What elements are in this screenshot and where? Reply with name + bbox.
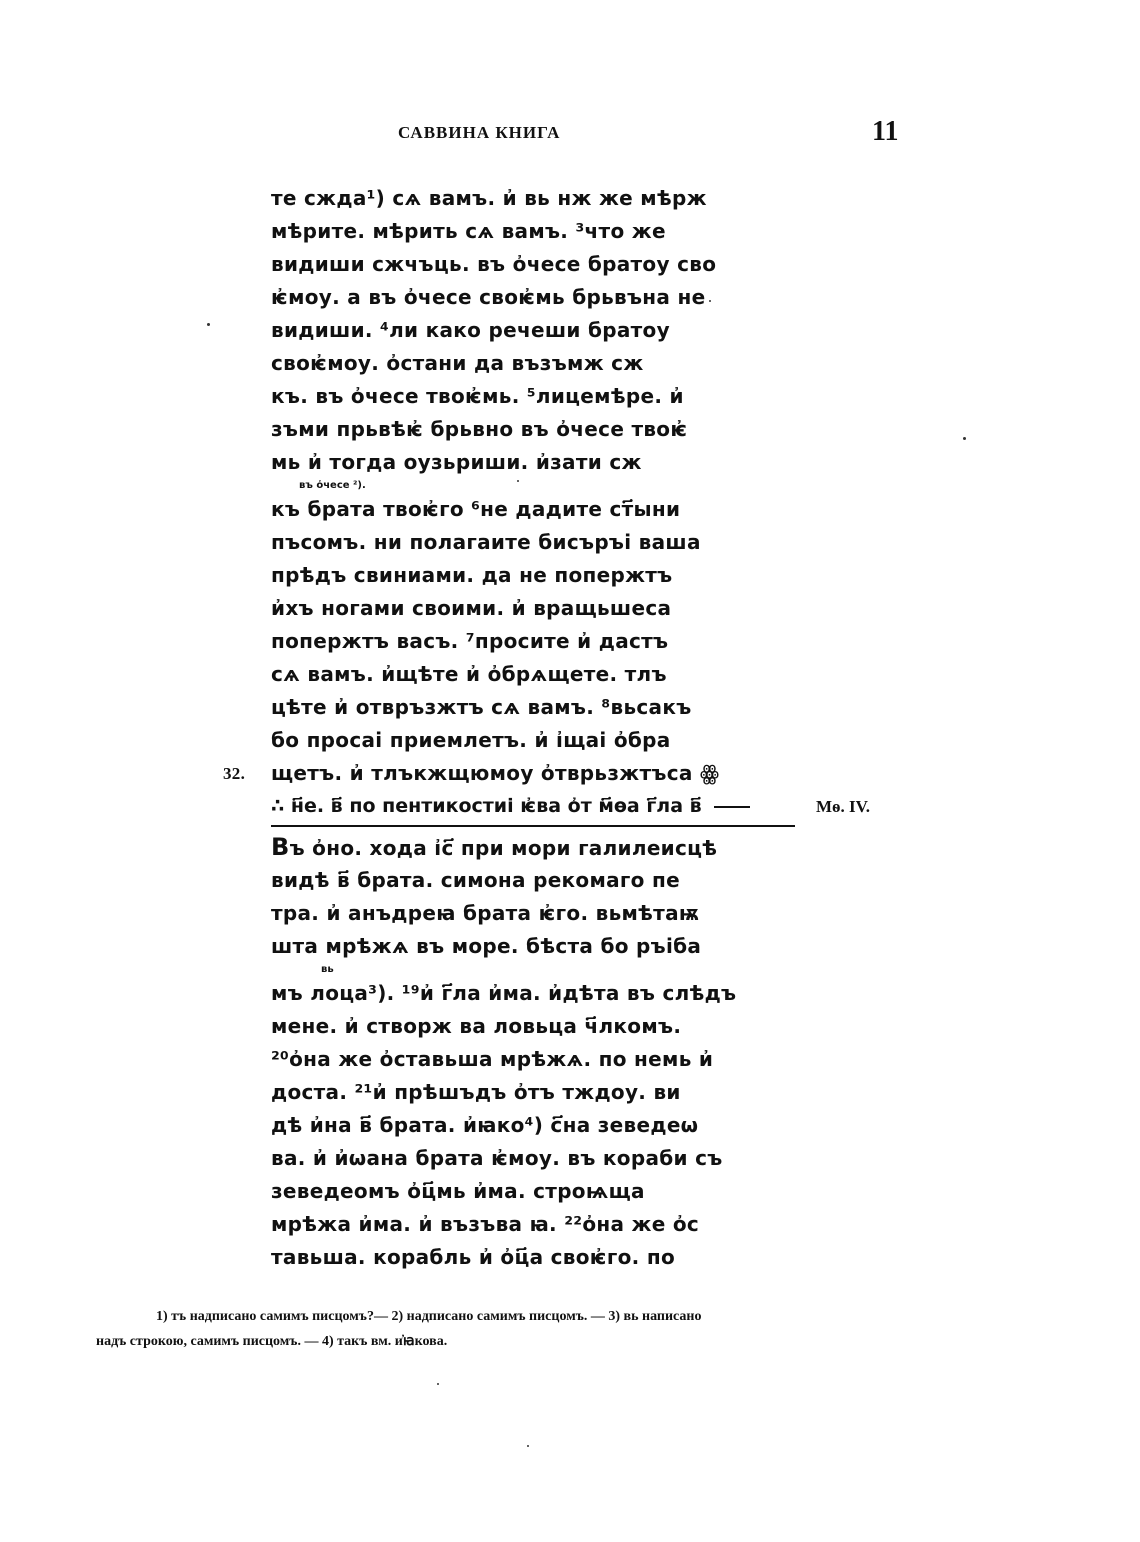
text-line: попержтъ васъ. ⁷просите и҆ дастъ [271, 629, 669, 653]
paper-speck [207, 323, 210, 326]
rubric-line [271, 790, 870, 823]
paper-speck [963, 437, 966, 440]
text-line: прѣдъ свиниами. да не попержтъ [271, 563, 673, 587]
text-line-with-initial [271, 831, 831, 864]
gospel-reference: Mѳ. IV. [816, 797, 870, 816]
footnote-line: 1) тъ надписано самимъ писцомъ?— 2) надписано самимъ писцомъ. — 3) вь написано [156, 1309, 702, 1324]
text-line: бо просаі приемлетъ. и҆ і҆щаі о҆бра [271, 728, 671, 752]
page-number: 11 [872, 116, 899, 147]
text-line-content: ъ о҆но. хода і҆с҃ при мори галилеисцѣ [289, 836, 718, 860]
text-line: мь и҆ тогда оузьриши. и҆зати сж [271, 450, 642, 474]
text-line: ²⁰о҆на же о҆ставьша мрѣжѧ. по немь и҆ [271, 1047, 714, 1071]
paper-speck [437, 1383, 439, 1385]
rubric-text: ∴ н҃е. в҃ по пентикостиі ѥ҆ва о҆т м҃ѳа г҃ла в҃ [271, 795, 702, 817]
text-line: и҆хъ ногами своими. и҆ вращьшеса [271, 596, 672, 620]
paper-speck [517, 480, 519, 482]
paper-speck [527, 1445, 529, 1447]
text-line: къ. въ о҆чесе твоѥ҆мь. ⁵лицемѣре. и҆ [271, 384, 684, 408]
interlinear-gloss: вь [321, 964, 334, 975]
text-line: къ брата твоѥ҆го ⁶не дадите ст҃ыни [271, 497, 681, 521]
text-line: сѧ вамъ. и҆щѣте и҆ о҆брѧщете. тлъ [271, 662, 667, 686]
footnote-line: надъ строкою, самимъ писцомъ. — 4) такъ вм. и҆ꙗкова. [96, 1334, 448, 1349]
text-line: тра. и҆ анъдреꙗ брата ѥ҆го. вьмѣтаѭ [271, 901, 700, 925]
text-line: своѥ҆моу. о҆стани да възъмж сж [271, 351, 644, 375]
text-line: видиши сжчъць. въ о҆чесе братоу сво [271, 252, 717, 276]
text-line-with-margin-number [223, 757, 831, 790]
text-line: видѣ в҃ брата. симона рекомаго пе [271, 868, 680, 892]
text-line: зъми прьвѣѥ҆ брьвно въ о҆чесе твоѥ҆ [271, 417, 688, 441]
text-line: мъ лоцa³). ¹⁹и҆ г҃ла и҆ма. и҆дѣта въ слѣдъ [271, 981, 737, 1005]
margin-folio-number: 32. [223, 764, 246, 783]
manuscript-text-block [223, 182, 870, 1274]
text-line: мрѣжа и҆ма. и҆ възъва ꙗ. ²²о҆на же о҆с [271, 1212, 700, 1236]
text-line: пъсомъ. ни полагаите бисъръі ваша [271, 530, 701, 554]
initial-letter: В [271, 833, 290, 861]
text-line: мене. и҆ створж ва ловьца ч҃лкомъ. [271, 1014, 682, 1038]
text-line: тавьша. корабль и҆ о҆ц҃а своѥ҆го. по [271, 1245, 675, 1269]
text-line: мѣрите. мѣрить сѧ вамъ. ³что же [271, 219, 666, 243]
text-line: дѣ и҆на в҃ брата. и҆ꙗко⁴) с҃на зеведеѡ [271, 1113, 699, 1137]
text-line: шта мрѣжѧ въ море. бѣста бо ръіба [271, 934, 702, 958]
paper-speck [709, 300, 711, 302]
section-divider [271, 825, 795, 827]
text-line: цѣте и҆ отвръзжтъ сѧ вамъ. ⁸вьсакъ [271, 695, 692, 719]
text-line: зеведеомъ о҆ц҃мь и҆ма. строѩща [271, 1179, 645, 1203]
rubric-dash [714, 806, 750, 808]
text-line: доста. ²¹и҆ прѣшъдъ о҆тъ тждоу. ви [271, 1080, 681, 1104]
text-line-content: щетъ. и҆ тлъкжщюмоу о҆тврьзжтъса ꙮ [271, 761, 720, 785]
text-line: те сжда¹) сѧ вамъ. и҆ вь нж же мѣрж [271, 186, 707, 210]
interlinear-gloss: въ о҆чесе ²). [299, 480, 366, 491]
text-line: видиши. ⁴ли како речеши братоу [271, 318, 670, 342]
running-header-title: САВВИНА КНИГА [398, 123, 561, 142]
footnotes [96, 1304, 916, 1354]
text-line: ва. и҆ и҆ѡана брата ѥ҆моу. въ кораби съ [271, 1146, 723, 1170]
text-line: ѥ҆моу. а въ о҆чесе своѥ҆мь брьвъна не [271, 285, 706, 309]
